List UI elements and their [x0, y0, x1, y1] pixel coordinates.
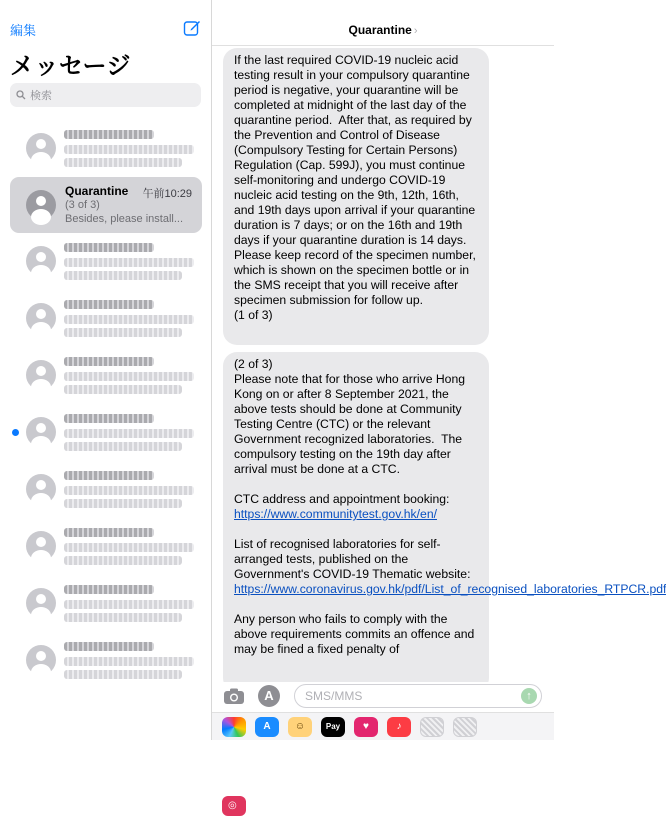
redacted-text — [64, 657, 194, 666]
message-link[interactable]: https://www.communitytest.gov.hk/en/ — [234, 507, 437, 521]
app-drawer — [212, 712, 554, 811]
redacted-text — [64, 315, 194, 324]
redacted-text — [64, 642, 154, 651]
list-item[interactable] — [0, 120, 212, 177]
redacted-text — [64, 486, 194, 495]
avatar — [26, 645, 56, 675]
conversation-time: 午前10:29 — [142, 188, 192, 200]
redacted-text — [64, 429, 194, 438]
music-app-icon[interactable]: ♪ — [387, 717, 411, 737]
conversation-quarantine[interactable] — [10, 177, 202, 233]
redacted-text — [64, 442, 182, 451]
redacted-text — [64, 271, 182, 280]
redacted-text — [64, 385, 182, 394]
conversation-list — [0, 120, 212, 689]
avatar — [26, 474, 56, 504]
edit-button[interactable]: 編集 — [10, 23, 37, 38]
apple-pay-app-icon[interactable]: Pay — [321, 717, 345, 737]
conversation-preview: (3 of 3) — [65, 199, 100, 211]
redacted-text — [64, 414, 154, 423]
redacted-text — [64, 300, 154, 309]
redacted-text — [64, 613, 182, 622]
message-link[interactable]: https://www.coronavirus.gov.hk/pdf/List_of_recognised_laboratories_RTPCR.pdf — [234, 582, 666, 596]
redacted-text — [64, 528, 154, 537]
conversation-name: Quarantine — [65, 184, 129, 198]
avatar — [26, 588, 56, 618]
search-placeholder: 検索 — [30, 90, 52, 102]
avatar — [26, 417, 56, 447]
message-bubble: If the last required COVID-19 nucleic acid testing result in your compulsory quarantine period is negative, your quarantine will be completed at midnight of the last day of the quarantine period. After that, as required by the Prevention and Control of Disease (Compulsory Testing for Certain Persons) Regulation (Cap. 599J), you must continue self-monitoring and undergo COVID-19 nucleic acid testing on the 9th, 12th, 16th, and 19th days upon arrival if your quarantine duration is 7 days; or on the 16th and 19th days if your quarantine duration is 14 days. Please keep record of the specimen number, which is shown on the specimen bottle or in the SMS receipt that you will receive after specimen submission for follow up. (1 of 3) — [223, 48, 489, 345]
message-input[interactable]: SMS/MMS — [294, 684, 542, 708]
sticker-app-icon[interactable] — [453, 717, 477, 737]
list-item[interactable] — [0, 404, 212, 461]
message-text: Any person who fails to comply with the above requirements commits an offence and may be fined a fixed penalty of — [234, 612, 478, 656]
redacted-text — [64, 357, 154, 366]
redacted-text — [64, 585, 154, 594]
search-field[interactable] — [10, 83, 201, 107]
list-item[interactable] — [0, 575, 212, 632]
list-item[interactable] — [0, 461, 212, 518]
avatar — [26, 246, 56, 276]
digital-touch-app-icon[interactable]: ♥ — [354, 717, 378, 737]
sticker-app-icon[interactable] — [420, 717, 444, 737]
message-bubble — [223, 352, 666, 692]
message-text: (2 of 3) Please note that for those who arrive Hong Kong on or after 8 September 2021, the above tests should be done at Community Testing Centre (CTC) or the relevant Government recognized laboratories. The compulsory testing on the 19th day after arrival must be done at a CTC. CTC address and appointment booking: — [234, 357, 466, 506]
list-item[interactable] — [0, 632, 212, 689]
redacted-text — [64, 543, 194, 552]
image-search-app-icon[interactable]: ◎ — [222, 796, 246, 816]
sidebar — [0, 0, 212, 740]
avatar — [26, 360, 56, 390]
unread-indicator — [12, 429, 19, 436]
avatar — [26, 133, 56, 163]
list-item[interactable] — [0, 347, 212, 404]
list-item[interactable] — [0, 518, 212, 575]
list-item[interactable] — [0, 233, 212, 290]
photos-app-icon[interactable] — [222, 717, 246, 737]
page-title: メッセージ — [10, 53, 132, 80]
redacted-text — [64, 130, 154, 139]
redacted-text — [64, 670, 182, 679]
conversation-header[interactable] — [212, 14, 554, 46]
redacted-text — [64, 556, 182, 565]
redacted-text — [64, 600, 194, 609]
redacted-text — [64, 328, 182, 337]
conversation-preview: Besides, please install... — [65, 213, 184, 225]
list-item[interactable] — [0, 290, 212, 347]
redacted-text — [64, 372, 194, 381]
redacted-text — [64, 145, 194, 154]
app-store-icon[interactable]: A — [258, 685, 280, 707]
redacted-text — [64, 499, 182, 508]
redacted-text — [64, 158, 182, 167]
avatar — [26, 303, 56, 333]
chevron-right-icon: › — [413, 25, 418, 37]
conversation-pane — [212, 0, 666, 811]
camera-icon[interactable] — [223, 687, 245, 705]
redacted-text — [64, 258, 194, 267]
compose-icon[interactable] — [183, 19, 201, 37]
message-text: List of recognised laboratories for self-arranged tests, published on the Government's COVID-19 Thematic website: — [234, 537, 471, 581]
input-bar — [212, 682, 554, 712]
conversation-title[interactable]: Quarantine — [348, 23, 412, 37]
avatar — [26, 531, 56, 561]
app-store-app-icon[interactable]: A — [255, 717, 279, 737]
memoji-app-icon[interactable]: ☺ — [288, 717, 312, 737]
avatar — [26, 190, 56, 220]
redacted-text — [64, 243, 154, 252]
search-icon — [16, 90, 26, 100]
redacted-text — [64, 471, 154, 480]
send-button[interactable]: ↑ — [521, 688, 537, 704]
